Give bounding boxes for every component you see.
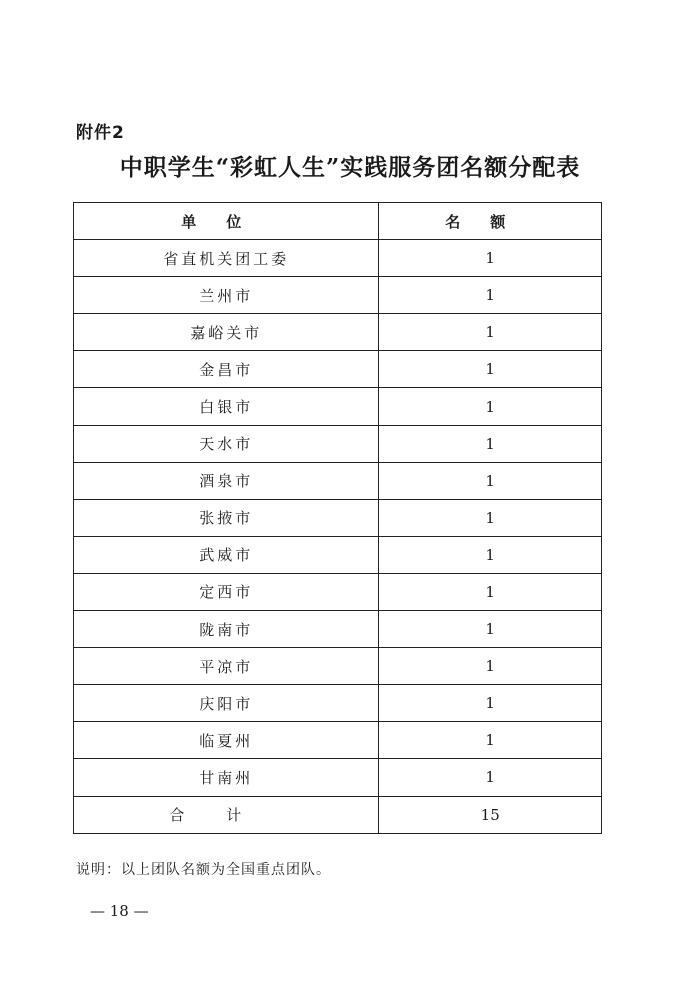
quota-cell: 1 xyxy=(379,611,602,648)
quota-cell: 1 xyxy=(379,462,602,499)
quota-cell: 1 xyxy=(379,685,602,722)
table-row xyxy=(74,685,602,722)
quota-cell: 1 xyxy=(379,499,602,536)
table-row xyxy=(74,536,602,573)
table-row xyxy=(74,611,602,648)
unit-cell: 兰州市 xyxy=(74,277,379,314)
quota-cell: 1 xyxy=(379,425,602,462)
unit-cell: 金昌市 xyxy=(74,351,379,388)
quota-cell: 1 xyxy=(379,759,602,796)
table-row xyxy=(74,648,602,685)
document-title: 中职学生“彩虹人生”实践服务团名额分配表 xyxy=(119,154,581,181)
table-row xyxy=(74,573,602,610)
page-number: — 18 — xyxy=(90,902,149,920)
quota-cell: 1 xyxy=(379,240,602,277)
total-value: 15 xyxy=(379,796,602,833)
unit-cell: 甘南州 xyxy=(74,759,379,796)
table-row xyxy=(74,277,602,314)
quota-cell: 1 xyxy=(379,388,602,425)
unit-cell: 白银市 xyxy=(74,388,379,425)
unit-cell: 平凉市 xyxy=(74,648,379,685)
table-row xyxy=(74,425,602,462)
quota-cell: 1 xyxy=(379,536,602,573)
table-row xyxy=(74,388,602,425)
unit-cell: 省直机关团工委 xyxy=(74,240,379,277)
table-row xyxy=(74,240,602,277)
unit-cell: 天水市 xyxy=(74,425,379,462)
unit-cell: 临夏州 xyxy=(74,722,379,759)
table-row xyxy=(74,314,602,351)
unit-cell: 嘉峪关市 xyxy=(74,314,379,351)
quota-cell: 1 xyxy=(379,314,602,351)
table-row xyxy=(74,351,602,388)
unit-cell: 陇南市 xyxy=(74,611,379,648)
unit-cell: 定西市 xyxy=(74,573,379,610)
quota-cell: 1 xyxy=(379,722,602,759)
quota-cell: 1 xyxy=(379,277,602,314)
table-row xyxy=(74,462,602,499)
quota-table xyxy=(73,202,602,834)
table-row xyxy=(74,499,602,536)
header-unit: 单位 xyxy=(74,203,379,240)
table-row xyxy=(74,722,602,759)
table-header-row xyxy=(74,203,602,240)
note: 说明：以上团队名额为全国重点团队。 xyxy=(76,862,331,878)
unit-cell: 酒泉市 xyxy=(74,462,379,499)
unit-cell: 张掖市 xyxy=(74,499,379,536)
attachment-label: 附件2 xyxy=(76,123,125,143)
total-row xyxy=(74,796,602,833)
quota-cell: 1 xyxy=(379,573,602,610)
quota-cell: 1 xyxy=(379,351,602,388)
table-row xyxy=(74,759,602,796)
header-quota: 名额 xyxy=(379,203,602,240)
unit-cell: 庆阳市 xyxy=(74,685,379,722)
total-label: 合计 xyxy=(74,796,379,833)
quota-cell: 1 xyxy=(379,648,602,685)
unit-cell: 武威市 xyxy=(74,536,379,573)
